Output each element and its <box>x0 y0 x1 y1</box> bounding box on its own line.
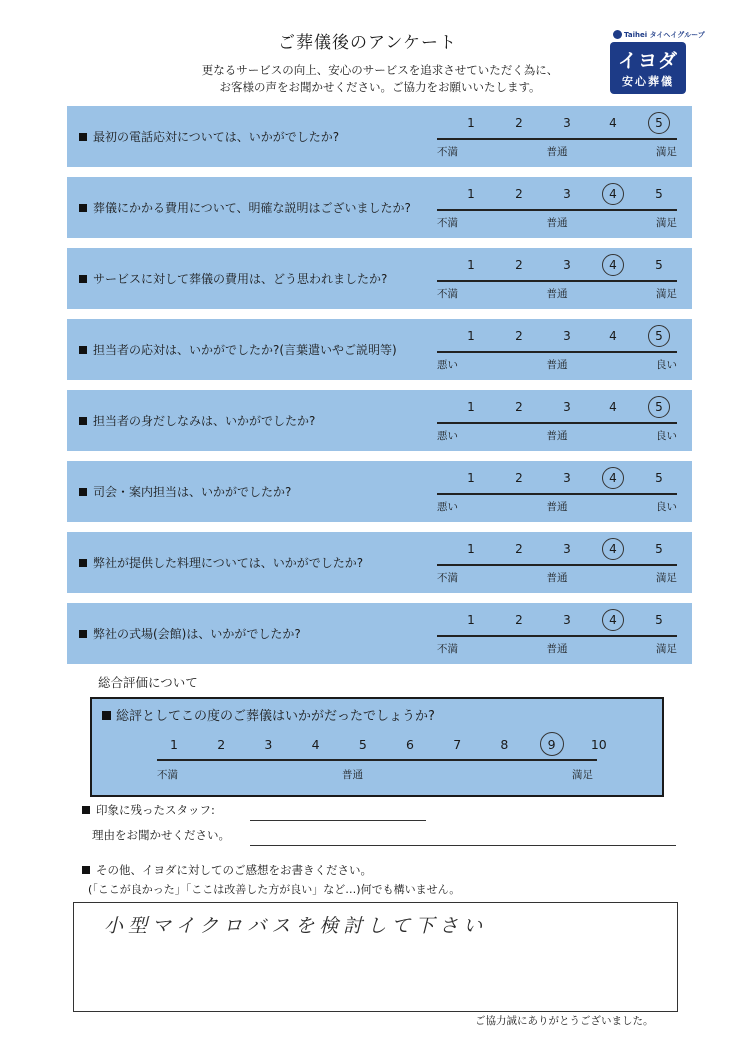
scale-low-label: 不満 <box>437 288 458 300</box>
comment-box[interactable] <box>73 902 678 1012</box>
scale-option-1[interactable]: 1 <box>467 613 475 627</box>
rating-scale <box>437 187 677 232</box>
scale-line <box>437 280 677 282</box>
scale-mid-label: 普通 <box>546 430 568 442</box>
question-panel <box>67 461 692 522</box>
scale-option-4[interactable]: 4 <box>609 542 617 556</box>
overall-question: 総評としてこの度のご葬儀はいかがだったでしょうか? <box>102 705 435 724</box>
scale-mid-label: 普通 <box>546 643 568 655</box>
bullet-square-icon <box>79 275 87 283</box>
question-text: 葬儀にかかる費用について、明確な説明はございましたか? <box>79 199 411 216</box>
question-text: 最初の電話応対については、いかがでしたか? <box>79 128 339 145</box>
scale-option-5[interactable]: 5 <box>655 329 663 343</box>
selected-answer-circle <box>648 325 670 347</box>
scale-option-3[interactable]: 3 <box>563 187 571 201</box>
scale-line <box>437 209 677 211</box>
overall-option-10[interactable]: 10 <box>590 737 607 752</box>
scale-mid-label: 普通 <box>546 146 568 158</box>
scale-option-4[interactable]: 4 <box>609 329 617 343</box>
staff-label: 印象に残ったスタッフ: <box>82 802 215 818</box>
question-panel <box>67 177 692 238</box>
reason-label: 理由をお聞かせください。 <box>92 828 230 842</box>
overall-option-4[interactable]: 4 <box>311 737 320 752</box>
bullet-square-icon <box>79 133 87 141</box>
scale-low-label: 悪い <box>437 430 458 442</box>
scale-option-2[interactable]: 2 <box>515 400 523 414</box>
brand-group-label: Taihei タイヘイグループ <box>613 30 705 40</box>
scale-option-4[interactable]: 4 <box>609 187 617 201</box>
overall-heading: 総合評価について <box>98 675 198 690</box>
question-panel <box>67 106 692 167</box>
bullet-square-icon <box>79 488 87 496</box>
scale-option-2[interactable]: 2 <box>515 187 523 201</box>
scale-high-label: 満足 <box>656 146 677 158</box>
logo-sub-text: 安心葬儀 <box>622 75 674 88</box>
question-text: 担当者の身だしなみは、いかがでしたか? <box>79 412 315 429</box>
bullet-square-icon <box>82 806 90 814</box>
scale-option-4[interactable]: 4 <box>609 258 617 272</box>
overall-option-3[interactable]: 3 <box>264 737 273 752</box>
scale-option-2[interactable]: 2 <box>515 613 523 627</box>
scale-option-1[interactable]: 1 <box>467 116 475 130</box>
other-label: その他、イヨダに対してのご感想をお書きください。 <box>82 862 372 878</box>
intro-line-2: お客様の声をお聞かせください。ご協力をお願いいたします。 <box>219 80 541 94</box>
scale-option-4[interactable]: 4 <box>609 471 617 485</box>
bullet-square-icon <box>79 630 87 638</box>
scale-option-1[interactable]: 1 <box>467 329 475 343</box>
scale-low-label: 不満 <box>437 217 458 229</box>
scale-mid-label: 普通 <box>546 501 568 513</box>
scale-option-3[interactable]: 3 <box>563 400 571 414</box>
scale-mid-label: 普通 <box>546 217 568 229</box>
bullet-square-icon <box>82 866 90 874</box>
scale-low-label: 悪い <box>437 501 458 513</box>
overall-option-1[interactable]: 1 <box>170 737 178 752</box>
overall-option-6[interactable]: 6 <box>406 737 414 752</box>
question-text: 担当者の応対は、いかがでしたか?(言葉遣いやご説明等) <box>79 341 397 358</box>
scale-option-3[interactable]: 3 <box>563 116 571 130</box>
scale-option-1[interactable]: 1 <box>467 187 475 201</box>
intro-text <box>150 62 610 96</box>
thanks-text: ご協力誠にありがとうございました。 <box>475 1015 654 1027</box>
scale-low-label: 不満 <box>437 643 458 655</box>
scale-option-2[interactable]: 2 <box>515 329 523 343</box>
question-panel <box>67 248 692 309</box>
taihei-mark-icon <box>613 30 622 39</box>
scale-option-2[interactable]: 2 <box>515 471 523 485</box>
scale-mid-label: 普通 <box>546 572 568 584</box>
scale-option-5[interactable]: 5 <box>655 613 663 627</box>
staff-input-line[interactable] <box>250 820 426 821</box>
question-text: 司会・案内担当は、いかがでしたか? <box>79 483 291 500</box>
scale-high-label: 満足 <box>656 288 677 300</box>
scale-line <box>157 759 597 761</box>
overall-scale <box>157 737 607 789</box>
scale-option-3[interactable]: 3 <box>563 542 571 556</box>
scale-option-1[interactable]: 1 <box>467 542 475 556</box>
selected-answer-circle <box>602 254 624 276</box>
selected-answer-circle <box>648 112 670 134</box>
overall-option-9[interactable]: 9 <box>547 737 556 752</box>
rating-scale <box>437 258 677 303</box>
scale-high-label: 満足 <box>572 769 593 781</box>
scale-low-label: 不満 <box>157 769 178 781</box>
logo-main-text: イヨダ <box>617 50 678 72</box>
overall-option-2[interactable]: 2 <box>217 737 226 752</box>
reason-input-line[interactable] <box>250 845 676 846</box>
scale-option-3[interactable]: 3 <box>563 613 571 627</box>
scale-option-5[interactable]: 5 <box>655 116 663 130</box>
selected-answer-circle <box>602 538 624 560</box>
scale-option-1[interactable]: 1 <box>467 471 475 485</box>
intro-line-1: 更なるサービスの向上、安心のサービスを追求させていただく為に、 <box>201 63 559 77</box>
scale-low-label: 悪い <box>437 359 458 371</box>
rating-scale <box>437 329 677 374</box>
scale-line <box>437 138 677 140</box>
rating-scale <box>437 613 677 658</box>
selected-answer-circle <box>602 467 624 489</box>
scale-option-2[interactable]: 2 <box>515 116 523 130</box>
bullet-square-icon <box>79 204 87 212</box>
scale-option-5[interactable]: 5 <box>655 187 663 201</box>
bullet-square-icon <box>102 711 111 720</box>
overall-option-8[interactable]: 8 <box>500 737 509 752</box>
scale-line <box>437 351 677 353</box>
scale-line <box>437 635 677 637</box>
scale-option-5[interactable]: 5 <box>655 471 663 485</box>
scale-line <box>437 564 677 566</box>
question-panel <box>67 532 692 593</box>
question-panel <box>67 603 692 664</box>
scale-high-label: 良い <box>656 359 677 371</box>
selected-answer-circle <box>648 396 670 418</box>
scale-low-label: 不満 <box>437 572 458 584</box>
scale-high-label: 良い <box>656 430 677 442</box>
other-example: (「ここが良かった」「ここは改善した方が良い」など…)何でも構いません。 <box>88 883 461 896</box>
selected-answer-circle <box>602 183 624 205</box>
page-title: ご葬儀後のアンケート <box>278 33 457 53</box>
scale-option-1[interactable]: 1 <box>467 258 475 272</box>
question-text: 弊社が提供した料理については、いかがでしたか? <box>79 554 363 571</box>
scale-option-1[interactable]: 1 <box>467 400 475 414</box>
rating-scale <box>437 116 677 161</box>
scale-high-label: 良い <box>656 501 677 513</box>
overall-option-5[interactable]: 5 <box>358 737 367 752</box>
scale-low-label: 不満 <box>437 146 458 158</box>
scale-mid-label: 普通 <box>342 769 363 781</box>
brand-logo <box>610 42 686 94</box>
bullet-square-icon <box>79 559 87 567</box>
bullet-square-icon <box>79 417 87 425</box>
scale-high-label: 満足 <box>656 217 677 229</box>
question-text: 弊社の式場(会館)は、いかがでしたか? <box>79 625 301 642</box>
scale-line <box>437 493 677 495</box>
scale-high-label: 満足 <box>656 643 677 655</box>
overall-option-7[interactable]: 7 <box>453 737 462 752</box>
handwritten-comment: 小型マイクロバスを検討して下さい <box>104 915 488 937</box>
scale-high-label: 満足 <box>656 572 677 584</box>
scale-option-5[interactable]: 5 <box>655 400 663 414</box>
rating-scale <box>437 400 677 445</box>
bullet-square-icon <box>79 346 87 354</box>
rating-scale <box>437 471 677 516</box>
rating-scale <box>437 542 677 587</box>
overall-selected-circle <box>540 732 564 756</box>
question-panel <box>67 319 692 380</box>
scale-option-2[interactable]: 2 <box>515 542 523 556</box>
scale-option-3[interactable]: 3 <box>563 329 571 343</box>
scale-option-4[interactable]: 4 <box>609 613 617 627</box>
scale-option-4[interactable]: 4 <box>609 400 617 414</box>
scale-option-5[interactable]: 5 <box>655 542 663 556</box>
question-text: サービスに対して葬儀の費用は、どう思われましたか? <box>79 270 387 287</box>
scale-option-3[interactable]: 3 <box>563 258 571 272</box>
scale-option-4[interactable]: 4 <box>609 116 617 130</box>
scale-mid-label: 普通 <box>546 288 568 300</box>
scale-option-2[interactable]: 2 <box>515 258 523 272</box>
question-panel <box>67 390 692 451</box>
scale-mid-label: 普通 <box>546 359 568 371</box>
scale-line <box>437 422 677 424</box>
overall-rating-box <box>90 697 664 797</box>
scale-option-3[interactable]: 3 <box>563 471 571 485</box>
selected-answer-circle <box>602 609 624 631</box>
scale-option-5[interactable]: 5 <box>655 258 663 272</box>
